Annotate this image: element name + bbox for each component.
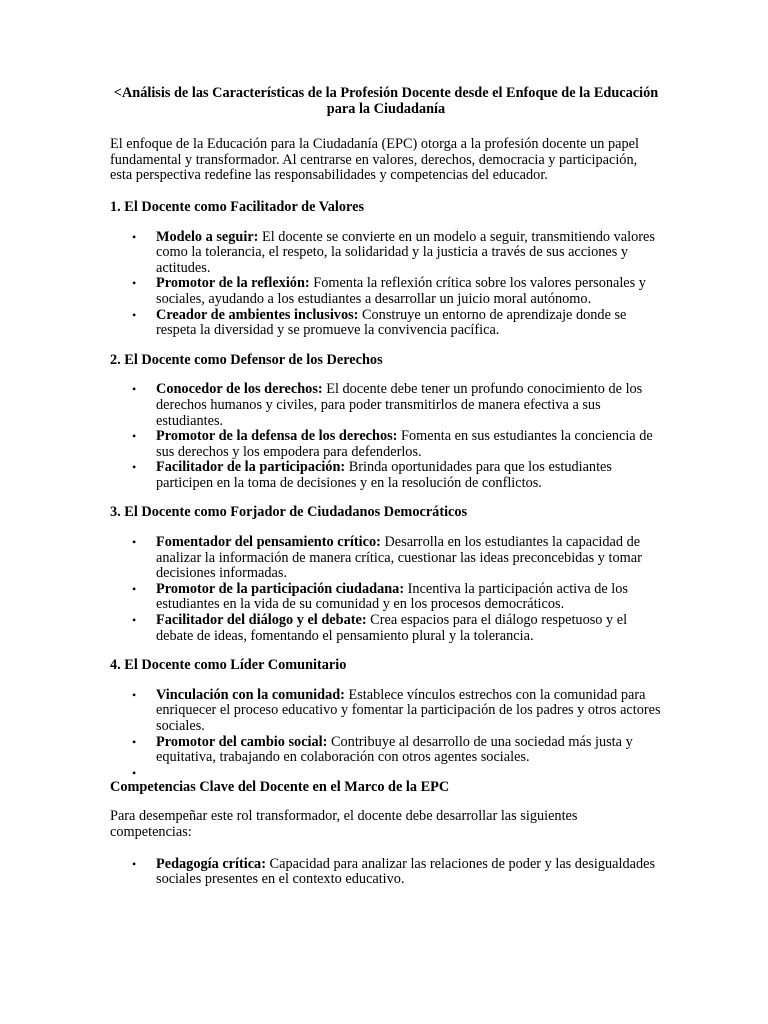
bullet-icon: • bbox=[132, 687, 137, 702]
item-text: Desarrolla en los estudiantes la capacidad de analizar la información de manera crítica, cuestionar las ideas preconcebidas y tomar decisiones informadas. bbox=[156, 534, 642, 582]
section-list bbox=[110, 382, 662, 491]
list-item bbox=[110, 857, 662, 888]
item-label: Pedagogía crítica: bbox=[156, 855, 266, 872]
section-list bbox=[110, 230, 662, 339]
item-label: Facilitador de la participación: bbox=[156, 459, 346, 476]
bullet-icon: • bbox=[132, 535, 137, 550]
item-label: Vinculación con la comunidad: bbox=[156, 686, 345, 703]
bullet-icon: • bbox=[132, 276, 137, 291]
section-heading: 3. El Docente como Forjador de Ciudadanos Democráticos bbox=[110, 504, 468, 521]
section-list bbox=[110, 686, 662, 780]
bullet-icon: • bbox=[132, 460, 137, 475]
list-item bbox=[110, 382, 662, 429]
list-item bbox=[110, 230, 662, 277]
item-label: Fomentador del pensamiento crítico: bbox=[156, 534, 381, 551]
item-label: Facilitador del diálogo y el debate: bbox=[156, 612, 367, 629]
item-label: Modelo a seguir: bbox=[156, 228, 259, 245]
item-label: Promotor de la participación ciudadana: bbox=[156, 580, 405, 597]
item-text: Establece vínculos estrechos con la comunidad para enriquecer el proceso educativo y fomentar la participación de los padres y otros actores sociales. bbox=[156, 686, 661, 734]
item-text: Construye un entorno de aprendizaje donde se respeta la diversidad y se promueve la convivencia pacífica. bbox=[156, 306, 627, 339]
list-item bbox=[110, 429, 662, 460]
item-label: Promotor del cambio social: bbox=[156, 733, 328, 750]
list-item bbox=[110, 535, 662, 582]
item-text: Contribuye al desarrollo de una sociedad más justa y equitativa, trabajando en colaboración con otros agentes sociales. bbox=[156, 733, 633, 766]
sections-container bbox=[110, 198, 662, 780]
item-label: Promotor de la defensa de los derechos: bbox=[156, 428, 398, 445]
item-text: Crea espacios para el diálogo respetuoso y el debate de ideas, fomentando el pensamiento plural y la tolerancia. bbox=[156, 612, 628, 644]
list-item bbox=[110, 308, 662, 339]
item-label: Promotor de la reflexión: bbox=[156, 275, 310, 292]
item-text: El docente debe tener un profundo conocimiento de los derechos humanos y civiles, para poder transmitirlos de manera efectiva a sus estudiantes. bbox=[156, 381, 643, 429]
item-text: Fomenta la reflexión crítica sobre los valores personales y sociales, ayudando a los estudiantes a desarrollar un juicio moral autónomo. bbox=[156, 275, 646, 307]
bullet-icon: • bbox=[132, 734, 137, 749]
item-label: Creador de ambientes inclusivos: bbox=[156, 306, 359, 323]
competencias-heading: Competencias Clave del Docente en el Marco de la EPC bbox=[110, 778, 450, 795]
item-text: Brinda oportunidades para que los estudiantes participen en la toma de decisiones y en la resolución de conflictos. bbox=[156, 459, 612, 491]
item-text: Fomenta en sus estudiantes la conciencia de sus derechos y los empodera para defenderlos. bbox=[156, 428, 653, 460]
bullet-icon: • bbox=[132, 307, 137, 322]
section-heading: 1. El Docente como Facilitador de Valores bbox=[110, 198, 365, 215]
bullet-icon: • bbox=[132, 382, 137, 397]
item-text: Incentiva la participación activa de los estudiantes en la vida de su comunidad y en los procesos democráticos. bbox=[156, 580, 628, 613]
list-item bbox=[110, 460, 662, 491]
competencias-intro: Para desempeñar este rol transformador, el docente debe desarrollar las siguientes competencias: bbox=[110, 808, 578, 840]
item-text: El docente se convierte en un modelo a seguir, transmitiendo valores como la tolerancia, el respeto, la solidaridad y la justicia a través de sus acciones y actitudes. bbox=[156, 228, 655, 276]
item-text: Capacidad para analizar las relaciones de poder y las desigualdades sociales presentes en el contexto educativo. bbox=[156, 855, 656, 888]
document-title: <Análisis de las Características de la Profesión Docente desde el Enfoque de la Educación para la Ciudadanía bbox=[113, 85, 659, 117]
item-label: Conocedor de los derechos: bbox=[156, 381, 323, 398]
section-list bbox=[110, 535, 662, 644]
list-item bbox=[110, 582, 662, 613]
bullet-icon: • bbox=[132, 581, 137, 596]
list-item bbox=[110, 688, 662, 735]
intro-paragraph: El enfoque de la Educación para la Ciudadanía (EPC) otorga a la profesión docente un papel fundamental y transformador. Al centrarse en valores, derechos, democracia y participación, esta perspectiva redefine las responsabilidades y competencias del educador. bbox=[110, 136, 639, 184]
section-heading: 4. El Docente como Líder Comunitario bbox=[110, 657, 347, 674]
bullet-icon: • bbox=[132, 429, 137, 444]
bullet-icon: • bbox=[132, 229, 137, 244]
section-heading: 2. El Docente como Defensor de los Derechos bbox=[110, 351, 383, 368]
competencias-list bbox=[110, 857, 662, 888]
list-item bbox=[110, 613, 662, 644]
bullet-icon: • bbox=[132, 613, 137, 628]
list-item bbox=[110, 735, 662, 766]
bullet-icon: • bbox=[132, 856, 137, 871]
list-item bbox=[110, 276, 662, 307]
bullet-icon: • bbox=[132, 765, 137, 780]
document-body bbox=[110, 86, 662, 902]
